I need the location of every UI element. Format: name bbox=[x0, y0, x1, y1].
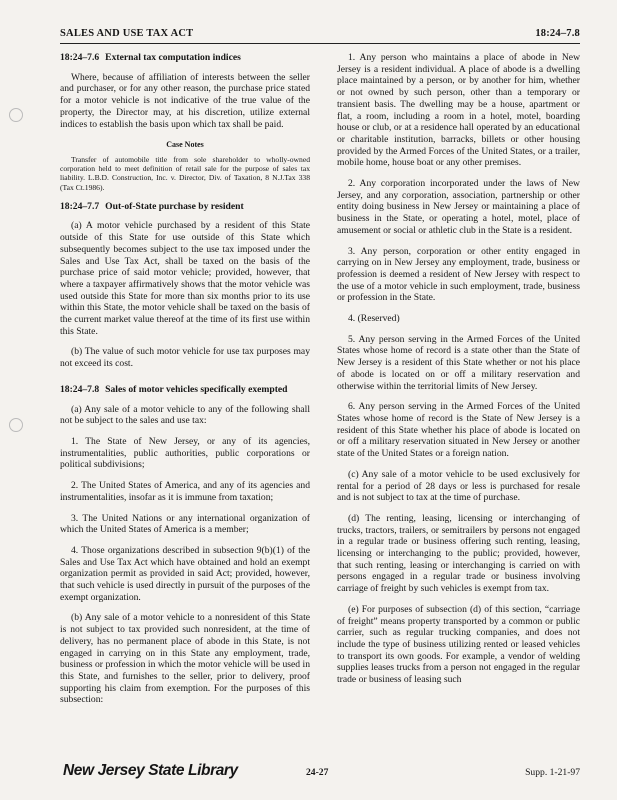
paragraph: (b) Any sale of a motor vehicle to a nonresident of this State is not subject to tax provided such nonresident, at the time of delivery, has no permanent place of abode in this State, is not engaged in carrying on in this State any employment, trade, business or profession in which the motor vehicle will be used in this State, and furnishes to the seller, prior to delivery, proof supporting his claim from exemption. For the purposes of this subsection: bbox=[60, 612, 310, 706]
header-section-range: 18:24–7.8 bbox=[535, 28, 580, 39]
punch-hole-mark bbox=[9, 418, 23, 432]
list-item: 3. Any person, corporation or other entity engaged in carrying on in New Jersey any employment, trade, business or profession is deemed a resident of New Jersey with respect to the use of a motor vehicle in such employment, trade, business or profession in the State. bbox=[337, 245, 580, 304]
section-number: 18:24–7.8 bbox=[60, 383, 100, 395]
section-number: 18:24–7.6 bbox=[60, 52, 100, 63]
list-item: 4. Those organizations described in subsection 9(b)(1) of the Sales and Use Tax Act which have obtained and hold an exempt organization permit as provided in said Act; provided, however, that such vehicle is used directly in pursuit of the purposes of the exempt organization. bbox=[60, 544, 310, 603]
supplement-date: Supp. 1-21-97 bbox=[525, 767, 580, 778]
list-item: 1. The State of New Jersey, or any of its agencies, instrumentalities, public authorities, public corporations or political subdivisions; bbox=[60, 435, 310, 471]
paragraph: (a) A motor vehicle purchased by a resident of this State outside of this State for use outside of this State which subsequently becomes subject to the use tax imposed under the Sales and Use Tax Act, shall be taxed on the basis of the purchase price of said motor vehicle; provided, however, that where a taxpayer affirmatively shows that the motor vehicle was used outside this State for more than six months prior to its use within this State, the motor vehicle shall be taxed on the basis of the current market value thereof at the time of its first use within this State. bbox=[60, 220, 310, 337]
list-item: 2. Any corporation incorporated under the laws of New Jersey, and any corporation, association, partnership or other entity doing business in New Jersey or maintaining a place of business in the State, or operating a hotel, motel, place of amusement or social or athletic club in the State is a resident. bbox=[337, 178, 580, 236]
case-note: Transfer of automobile title from sole shareholder to wholly-owned corporation held to meet definition of retail sale for the purpose of sales tax liability. L.B.D. Construction, Inc. v. Director, Div. of Taxation, 8 N.J.Tax 338 (Tax Ct.1986). bbox=[60, 154, 310, 192]
header-rule bbox=[60, 43, 580, 44]
case-notes-heading: Case Notes bbox=[166, 140, 204, 150]
punch-hole-mark bbox=[9, 108, 23, 122]
section-heading bbox=[60, 384, 310, 396]
paragraph: (e) For purposes of subsection (d) of this section, “carriage of freight” means property transported by a common or public carrier, such as regular trucking companies, and does not include the type of business utilizing rented or leased vehicles to transport its own goods. For example, a vendor of welding supplies leases trucks from a person not engaged in the regular trade or business of leasing such bbox=[337, 603, 580, 686]
section-title: Sales of motor vehicles specifically exempted bbox=[105, 383, 288, 395]
paragraph: (b) The value of such motor vehicle for use tax purposes may not exceed its cost. bbox=[60, 346, 310, 370]
running-header bbox=[60, 28, 580, 42]
list-item: 1. Any person who maintains a place of abode in New Jersey is a resident individual. A place of abode is a dwelling place maintained by a person, or by another for him, whether or not owned by such person, other than a temporary or transient basis. The dwelling may be a house, apartment or flat, a room, including a room in a hotel, motel, boarding house or club, or at a residence hall operated by an educational or charitable institution, barracks, billets or other housing provided by the Armed Forces of the United States, or a trailer, mobile home, house boat or any other premises. bbox=[337, 52, 580, 169]
list-item: 3. The United Nations or any international organization of which the United States of America is a member; bbox=[60, 512, 310, 536]
paragraph: (c) Any sale of a motor vehicle to be used exclusively for rental for a period of 28 days or less is purchased for resale and is not subject to tax at the time of purchase. bbox=[337, 468, 580, 504]
header-title: SALES AND USE TAX ACT bbox=[60, 28, 194, 39]
paragraph: Where, because of affiliation of interests between the seller and purchaser, or for any other reason, the purchase price stated for a motor vehicle is not indicative of the true value of the property, the Director may, at his discretion, utilize external indices to establish the basis upon which tax shall be paid. bbox=[60, 71, 310, 130]
left-column bbox=[60, 52, 310, 715]
list-item: 6. Any person serving in the Armed Forces of the United States whose home of record is the State of New Jersey is a resident of this State whether his place of abode is located on or off a military reservation situated in New Jersey or another state of the United States or a foreign nation. bbox=[337, 401, 580, 460]
list-item: 5. Any person serving in the Armed Forces of the United States whose home of record is a state other than the State of New Jersey is a resident of this State whether or not his place of abode is located on or off a military reservation and otherwise within the territorial limits of New Jersey. bbox=[337, 333, 580, 392]
paragraph: (d) The renting, leasing, licensing or interchanging of trucks, tractors, trailers, or semitrailers by persons not engaged in a regular trade or business offering such renting, leasing, licensing or interchanging to the public; provided, however, that such renting, leasing or interchanging is carried on with persons engaged in a regular trade or business involving carriage of freight by such vehicles is exempt from tax. bbox=[337, 512, 580, 595]
paragraph: (a) Any sale of a motor vehicle to any of the following shall not be subject to the sales and use tax: bbox=[60, 403, 310, 427]
list-item: 2. The United States of America, and any of its agencies and instrumentalities, insofar as it is immune from taxation; bbox=[60, 480, 310, 503]
section-heading bbox=[60, 201, 310, 213]
section-title: External tax computation indices bbox=[105, 52, 241, 63]
page-number: 24-27 bbox=[306, 767, 329, 778]
section-number: 18:24–7.7 bbox=[60, 200, 100, 212]
right-column bbox=[337, 52, 580, 695]
section-title: Out-of-State purchase by resident bbox=[105, 200, 244, 212]
section-heading bbox=[60, 52, 310, 64]
list-item: 4. (Reserved) bbox=[348, 313, 400, 325]
library-stamp: New Jersey State Library bbox=[63, 762, 238, 779]
